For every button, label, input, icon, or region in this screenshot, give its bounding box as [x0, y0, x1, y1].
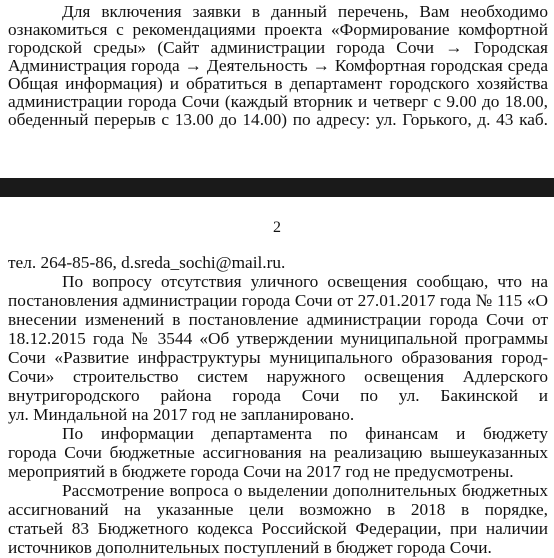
text-line: Общая информация) и обратиться в департамент городского хозяйства: [8, 74, 548, 93]
text-line: внутригородского района города Сочи по ул. Бакинской и: [8, 386, 548, 405]
text-line: статьей 83 Бюджетного кодекса Российской Федерации, при наличии: [8, 519, 548, 538]
text-line: Сочи» строительство систем наружного освещения Адлерского: [8, 367, 548, 386]
text-line-contacts: тел. 264-85-86, d.sreda_sochi@mail.ru.: [8, 253, 286, 272]
text-line: постановления администрации города Сочи от 27.01.2017 года № 115 «О: [8, 291, 548, 310]
text-line: По информации департамента по финансам и бюджету: [62, 424, 548, 443]
text-line: Рассмотрение вопроса о выделении дополнительных бюджетных: [62, 481, 548, 500]
text-line: обеденный перерыв с 13.00 до 14.00) по адресу: ул. Горького, д. 43 каб.: [8, 110, 548, 129]
page-separator: [0, 178, 554, 197]
text-line: ассигнований на указанные цели возможно в 2018 в порядке,: [8, 500, 548, 519]
text-line: Для включения заявки в данный перечень, Вам необходимо: [62, 2, 548, 21]
text-line: Администрация города → Деятельность → Комфортная городская среда: [8, 56, 548, 75]
text-line: внесении изменений в постановление администрации города Сочи от: [8, 310, 548, 329]
document-page-1-fragment: [0, 0, 554, 178]
text-line: мероприятий в бюджете города Сочи на 2017 год не предусмотрены.: [8, 462, 514, 481]
text-line: источников дополнительных поступлений в бюджет города Сочи.: [8, 538, 492, 557]
page-number: 2: [273, 219, 281, 236]
text-line: 18.12.2015 года № 3544 «Об утверждении муниципальной программы: [8, 329, 548, 348]
text-line: городской среды» (Сайт администрации города Сочи → Городская: [8, 38, 548, 57]
text-line: города Сочи бюджетные ассигнования на реализацию вышеуказанных: [8, 443, 548, 462]
text-line: По вопросу отсутствия уличного освещения сообщаю, что на: [62, 272, 548, 291]
text-line: администрации города Сочи (каждый вторник и четверг с 9.00 до 18.00,: [8, 92, 548, 111]
text-line: Сочи «Развитие инфраструктуры муниципального образования город-: [8, 348, 548, 367]
text-line: ул. Миндальной на 2017 год не запланировано.: [8, 405, 355, 424]
text-line: ознакомиться с рекомендациями проекта «Формирование комфортной: [8, 20, 548, 39]
